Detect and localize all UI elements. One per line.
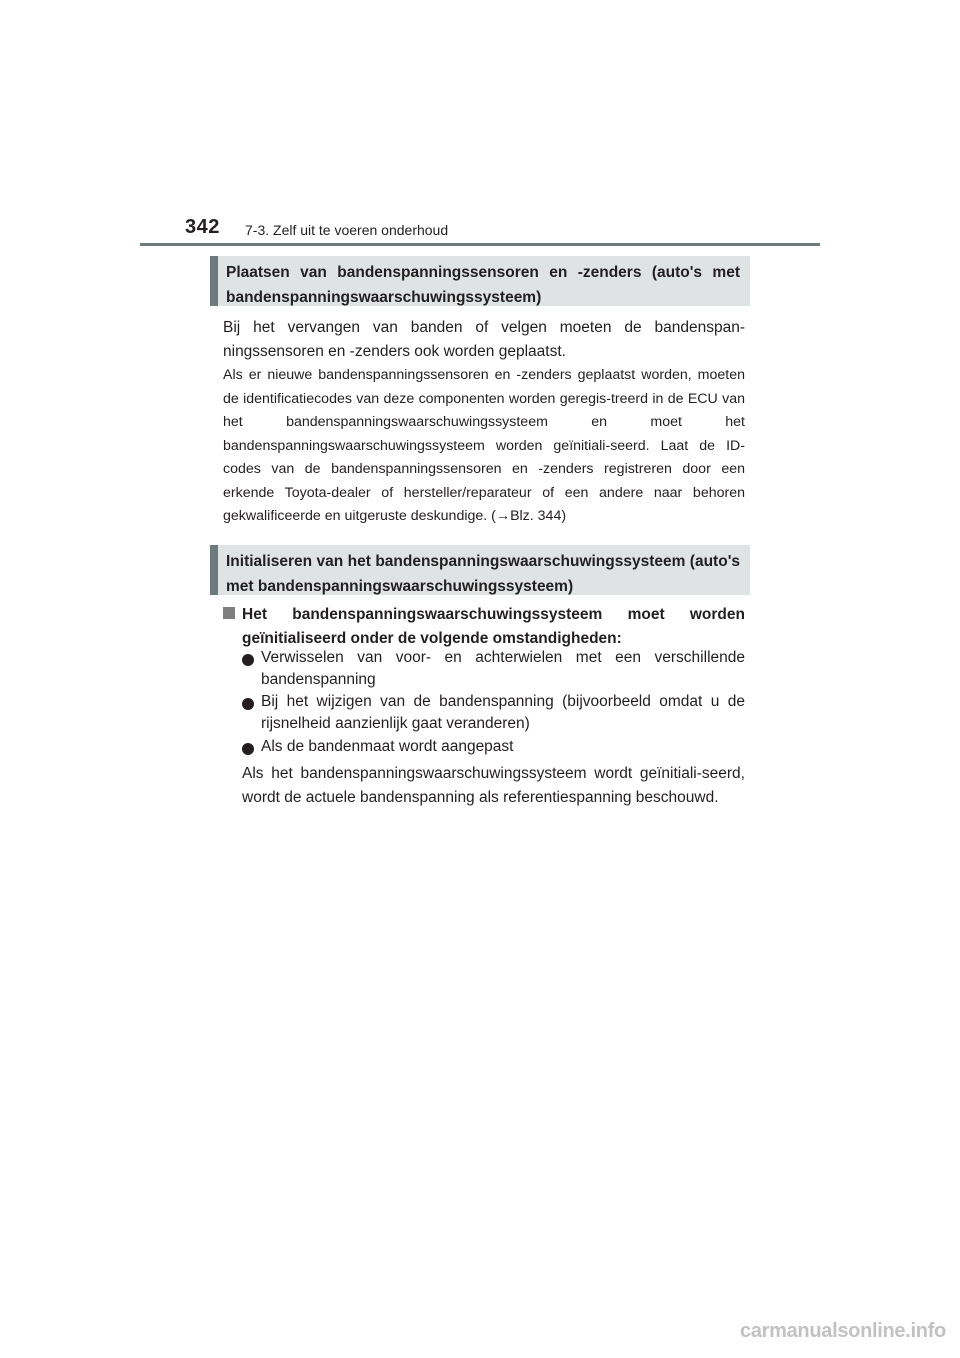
running-head: 7-3. Zelf uit te voeren onderhoud [245, 222, 449, 238]
subheading-initialization-conditions [223, 603, 745, 651]
header-rule [140, 243, 820, 246]
list-item-text: Als de bandenmaat wordt aangepast [261, 738, 514, 755]
list-item [242, 736, 745, 758]
watermark-text: carmanualsonline.info [740, 1320, 946, 1342]
round-bullet-icon [242, 743, 254, 755]
section-heading-initialization: Initialiseren van het bandenspanningswaarschuwingssysteem (auto's met bandenspanningswaarschuwingssysteem) [210, 545, 750, 595]
round-bullet-icon [242, 698, 254, 710]
subheading-text: Het bandenspanningswaarschuwingssysteem moet worden geïnitialiseerd onder de volgende omstandigheden: [242, 606, 745, 647]
watermark-logo [740, 1320, 946, 1352]
round-bullet-icon [242, 654, 254, 666]
list-item-text: Verwisselen van voor- en achterwielen met een verschillende bandenspanning [261, 649, 745, 688]
square-bullet-icon [223, 607, 235, 619]
list-item [242, 647, 745, 691]
paragraph-replacing-tires: Bij het vervangen van banden of velgen moeten de bandenspan-ningssensoren en -zenders ook worden geplaatst. [223, 319, 745, 360]
list-item [242, 691, 745, 735]
page-number: 342 [185, 216, 220, 238]
section-heading-sensor-installation: Plaatsen van bandenspanningssensoren en -zenders (auto's met bandenspanningswaarschuwingssysteem) [210, 256, 750, 306]
paragraph-reference-pressure: Als het bandenspanningswaarschuwingssysteem wordt geïnitiali-seerd, wordt de actuele bandenspanning als referentiespanning beschouwd. [242, 765, 745, 806]
list-item-text: Bij het wijzigen van de bandenspanning (bijvoorbeeld omdat u de rijsnelheid aanzienlijk gaat veranderen) [261, 693, 745, 732]
paragraph-register-id-codes: Als er nieuwe bandenspanningssensoren en -zenders geplaatst worden, moeten de identificatiecodes van deze componenten worden geregis-treerd in de ECU van het bandenspanningswaarschuwingssysteem en moet het bandenspanningswaarschuwingssysteem worden geïnitiali-seerd. Laat de ID-codes van de bandenspanningssensoren en -zenders registreren door een erkende Toyota-dealer of hersteller/reparateur of een andere naar behoren gekwalificeerde en uitgeruste deskundige. (→Blz. 344) [223, 367, 745, 524]
